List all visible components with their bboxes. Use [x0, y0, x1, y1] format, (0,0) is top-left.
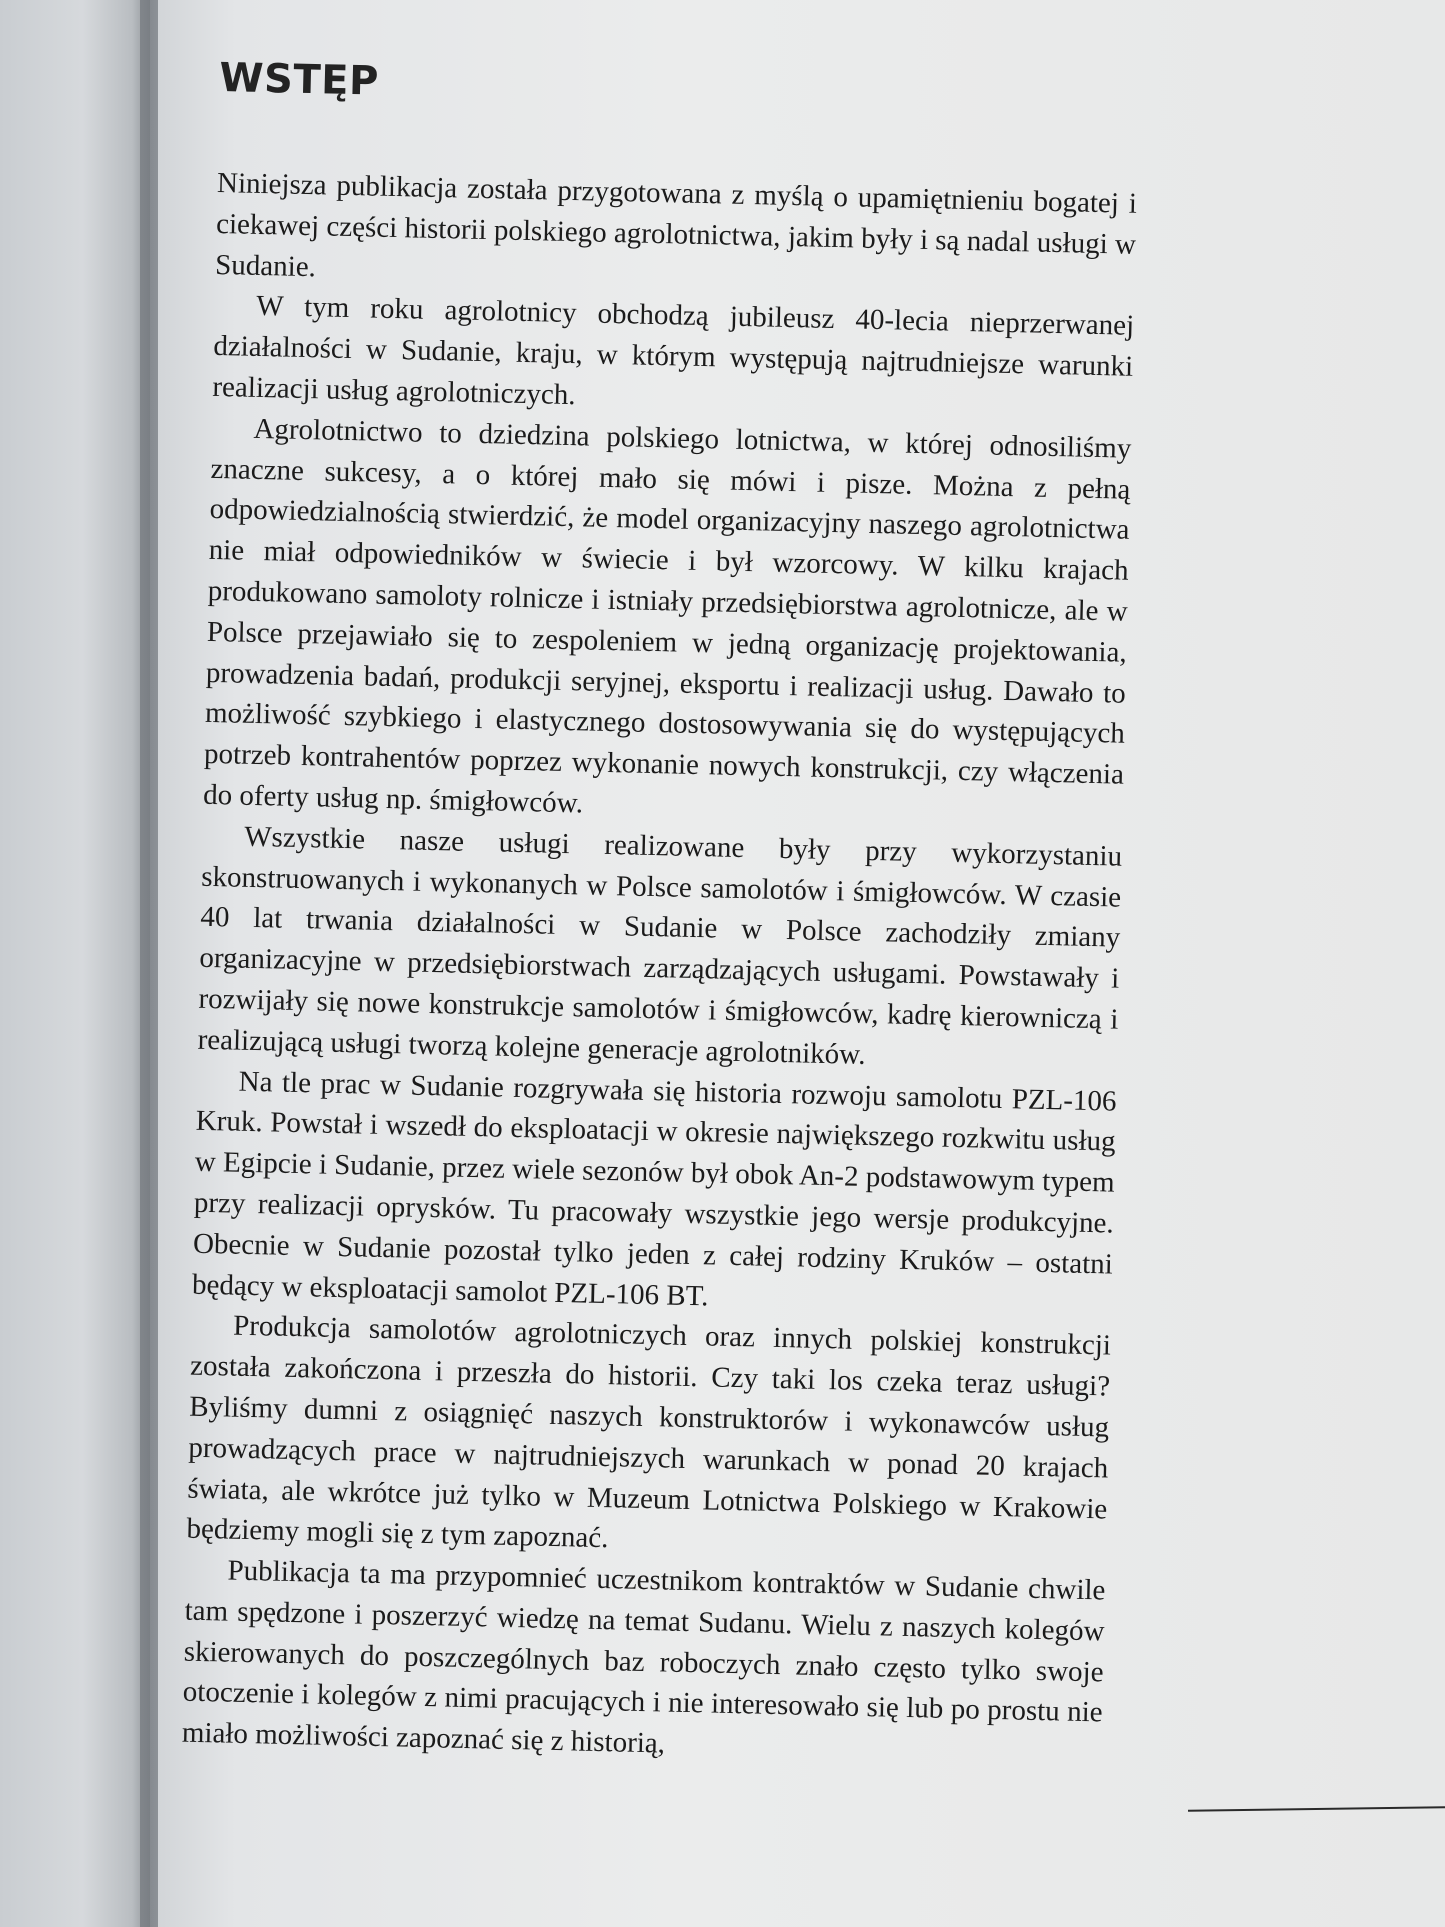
adjacent-page-edge: [0, 0, 150, 1927]
paragraph-4: Wszystkie nasze usługi realizowane były przy wykorzystaniu skonstruowanych i wykonanych w Polsce samolotów i śmigłowców. W czasie 40 lat trwania działalności w Sudanie w Polsce zachodziły zmiany organizacyjne w przedsiębiorstwach zarządzających usługami. Powstawały i rozwijały się nowe konstrukcje samolotów i śmigłowców, kadrę kierowniczą i realizującą usługi tworzą kolejne generacje agrolotników.: [197, 820, 1123, 1071]
paragraph-7: Publikacja ta ma przypomnieć uczestnikom kontraktów w Sudanie chwile tam spędzone i poszerzyć wiedzę na temat Sudanu. Wielu z naszych kolegów skierowanych do poszczególnych baz roboczych znało często tylko swoje otoczenie i kolegów z nimi pracujących i nie interesowało się lub po prostu nie miało możliwości zapoznać się z historią,: [181, 1554, 1106, 1760]
chapter-title: WSTĘP: [218, 55, 380, 105]
paragraph-3: Agrolotnictwo to dziedzina polskiego lotnictwa, w której odnosiliśmy znaczne sukcesy, a o której mało się mówi i pisze. Można z pełną odpowiedzialnością stwierdzić, że model organizacyjny naszego agrolotnictwa nie miał odpowiedników w świecie i był wzorcowy. W kilku krajach produkowano samoloty rolnicze i istniały przedsiębiorstwa agrolotnicze, ale w Polsce przejawiało się to zespoleniem w jedną organizację projektowania, prowadzenia badań, produkcji seryjnej, eksportu i realizacji usług. Dawało to możliwość szybkiego i elastycznego dostosowywania się do występujących potrzeb kontrahentów poprzez wykonanie nowych konstrukcji, czy włączenia do oferty usług np. śmigłowców.: [202, 412, 1132, 820]
page-content: [181, 55, 1139, 1775]
footnote-rule: [1188, 1806, 1445, 1812]
paragraph-2: W tym roku agrolotnicy obchodzą jubileusz 40-lecia nieprzerwanej działalności w Sudanie, kraju, w którym występują najtrudniejsze warunki realizacji usług agrolotniczych.: [212, 290, 1135, 412]
paragraph-6: Produkcja samolotów agrolotniczych oraz innych polskiej konstrukcji została zakończona i przeszła do historii. Czy taki los czeka teraz usługi? Byliśmy dumni z osiągnięć naszych konstruktorów i wykonawców usług prowadzących prace w najtrudniejszych warunkach w ponad 20 krajach świata, ale wkrótce już tylko w Muzeum Lotnictwa Polskiego w Krakowie będziemy mogli się z tym zapoznać.: [186, 1309, 1112, 1555]
paragraph-1: Niniejsza publikacja została przygotowana z myślą o upamiętnieniu bogatej i ciekawej części historii polskiego agrolotnictwa, jakim były i są nadal usługi w Sudanie.: [214, 166, 1138, 283]
paragraph-5: Na tle prac w Sudanie rozgrywała się historia rozwoju samolotu PZL-106 Kruk. Powstał i wszedł do eksploatacji w okresie największego rozkwitu usług w Egipcie i Sudanie, przez wiele sezonów był obok An-2 podstawowym typem przy realizacji oprysków. Tu pracowały wszystkie jego wersje produkcyjne. Obecnie w Sudanie pozostał tylko jeden z całej rodziny Kruków – ostatni będący w eksploatacji samolot PZL-106 BT.: [191, 1065, 1117, 1312]
book-page: [158, 0, 1445, 1927]
